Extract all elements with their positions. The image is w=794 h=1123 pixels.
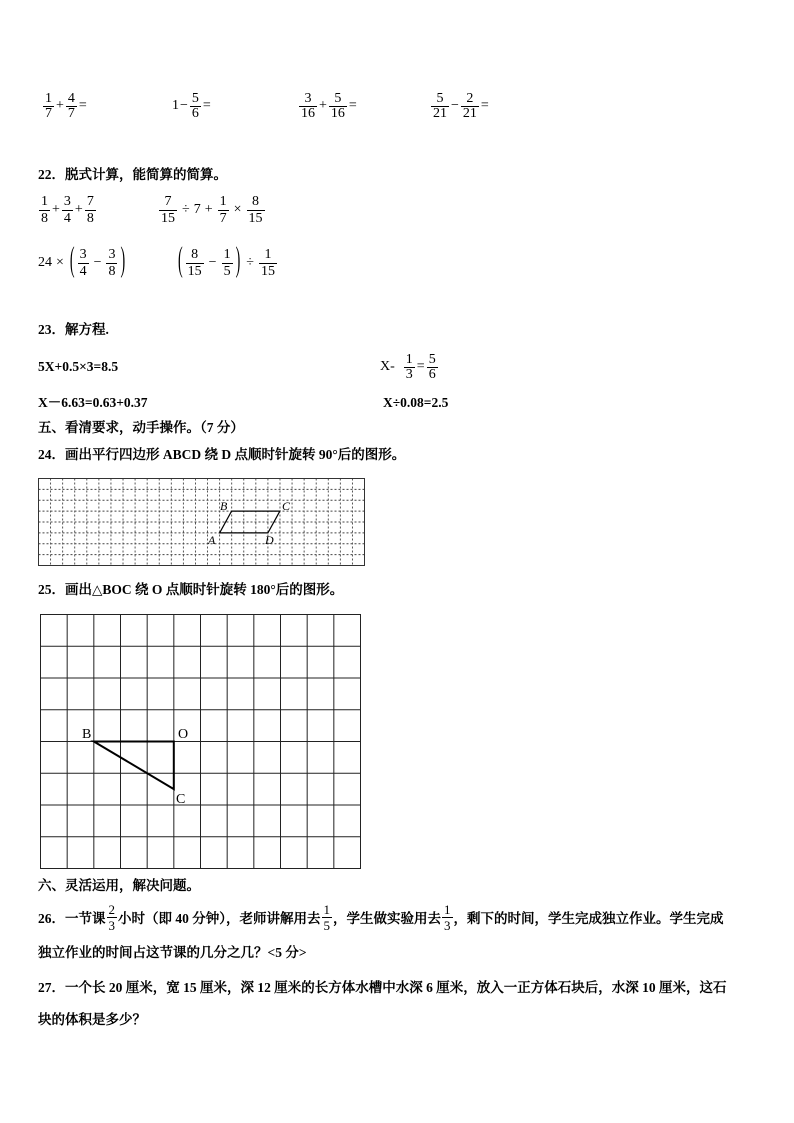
denominator: 15	[187, 263, 202, 279]
numerator: 5	[334, 90, 342, 106]
q21-expression-3	[298, 90, 358, 122]
equals-sign: =	[202, 98, 211, 113]
denominator: 15	[248, 210, 263, 226]
numerator: 1	[223, 246, 231, 262]
operator: −	[93, 255, 102, 270]
denominator: 3	[444, 917, 451, 933]
vertex-label-c: C	[176, 792, 186, 807]
section-6-heading: 六、灵活运用，解决问题。	[38, 878, 200, 893]
numerator: 7	[86, 193, 94, 209]
q23-equation-2	[380, 350, 439, 384]
denominator: 15	[260, 263, 275, 279]
q26-text-part-3: ，学生做实验用去	[333, 911, 441, 926]
denominator: 8	[108, 263, 116, 279]
operator: −	[180, 98, 188, 113]
q26-text-part-2: 小时（即 40 分钟），老师讲解用去	[118, 911, 321, 926]
denominator: 15	[161, 210, 175, 226]
q27-line-2: 块的体积是多少？	[38, 1012, 146, 1027]
q27-line-1: 27．一个长 20 厘米，宽 15 厘米，深 12 厘米的长方体水槽中水深 6 厘米，放入一正方体石块后，水深 10 厘米，这石	[38, 980, 727, 995]
integer: 7	[193, 202, 201, 217]
fraction	[247, 194, 265, 227]
numerator: 8	[191, 246, 199, 262]
operator: +	[52, 202, 60, 217]
operator: ×	[233, 202, 242, 217]
q21-expression-4	[430, 90, 490, 122]
fraction	[218, 194, 229, 227]
fraction	[159, 194, 177, 227]
q22-title: 22．脱式计算，能简算的简算。	[38, 167, 227, 182]
q23-title: 23．解方程.	[38, 322, 109, 337]
denominator: 7	[219, 210, 227, 226]
numerator: 8	[252, 193, 259, 209]
equals-sign: =	[348, 98, 357, 113]
denominator: 21	[462, 105, 477, 121]
numerator: 4	[67, 90, 75, 106]
q26-text-part-4: ，剩下的时间，学生完成独立作业。学生完成	[453, 911, 724, 926]
equation-lead: X-	[380, 359, 395, 374]
fraction	[106, 247, 117, 280]
denominator: 8	[86, 210, 94, 226]
operator: +	[204, 202, 213, 217]
denominator: 7	[67, 105, 75, 121]
numerator: 1	[264, 246, 272, 262]
numerator: 1	[323, 901, 330, 917]
operator: ×	[56, 255, 64, 270]
denominator: 16	[301, 105, 315, 121]
numerator: 2	[466, 90, 474, 106]
numerator: 1	[405, 351, 413, 367]
right-parenthesis: )	[235, 243, 241, 281]
denominator: 3	[405, 366, 413, 382]
denominator: 16	[330, 105, 345, 121]
q23-equation-3: X－6.63=0.63+0.37	[38, 395, 148, 410]
left-parenthesis: (	[69, 243, 75, 281]
fraction	[427, 353, 438, 382]
denominator: 7	[45, 105, 52, 121]
q23-equation-4: X÷0.08=2.5	[383, 395, 449, 410]
fraction	[62, 194, 73, 227]
fraction	[85, 194, 96, 227]
denominator: 21	[433, 105, 447, 121]
fraction	[39, 194, 50, 227]
denominator: 4	[63, 210, 71, 226]
fraction	[329, 92, 347, 121]
fraction	[222, 247, 233, 280]
q21-expression-1	[42, 90, 88, 122]
numerator: 1	[41, 193, 48, 209]
q24-dotted-grid	[38, 478, 365, 566]
numerator: 3	[79, 246, 87, 262]
operator: ÷	[182, 202, 190, 217]
q22-expression-1	[38, 192, 97, 228]
q24-text: 24．画出平行四边形 ABCD 绕 D 点顺时针旋转 90°后的图形。	[38, 447, 406, 462]
vertex-label-b: B	[220, 499, 228, 513]
operator: ÷	[246, 255, 254, 270]
equals-sign: =	[416, 359, 425, 374]
integer: 1	[172, 98, 179, 113]
equals-sign: =	[78, 98, 87, 113]
operator: +	[74, 202, 83, 217]
q23-equation-1: 5X+0.5×3=8.5	[38, 359, 119, 374]
q25-square-grid	[40, 614, 361, 869]
numerator: 2	[108, 901, 115, 917]
right-parenthesis: )	[120, 243, 126, 281]
operator: +	[319, 98, 327, 113]
q22-expression-3	[38, 243, 127, 283]
fraction	[299, 92, 317, 121]
q21-expression-2	[172, 90, 212, 122]
triangle-boc	[94, 742, 174, 790]
numerator: 3	[304, 90, 312, 106]
fraction	[107, 902, 118, 933]
vertex-label-a: A	[208, 533, 216, 547]
fraction	[431, 92, 449, 121]
q26-text-part-1: 26．一节课	[38, 911, 106, 926]
denominator: 4	[79, 263, 87, 279]
numerator: 5	[436, 90, 444, 106]
denominator: 3	[108, 917, 115, 933]
fraction	[322, 902, 333, 933]
vertex-label-c: C	[282, 499, 291, 513]
numerator: 7	[164, 193, 172, 209]
equals-sign: =	[480, 98, 489, 113]
operator: −	[451, 98, 459, 113]
q26-line-1	[38, 900, 724, 934]
grid-lines	[39, 479, 365, 566]
numerator: 1	[45, 90, 52, 106]
denominator: 6	[191, 105, 199, 121]
numerator: 5	[191, 90, 199, 106]
denominator: 6	[428, 366, 436, 382]
numerator: 5	[428, 351, 436, 367]
q26-line-2: 独立作业的时间占这节课的几分之几？<5 分>	[38, 945, 307, 960]
operator: −	[208, 255, 217, 270]
fraction	[186, 247, 204, 280]
fraction	[78, 247, 89, 280]
fraction	[404, 353, 415, 382]
left-parenthesis: (	[178, 243, 183, 281]
operator: +	[56, 98, 64, 113]
numerator: 1	[444, 901, 451, 917]
integer: 24	[38, 255, 52, 270]
fraction	[442, 902, 453, 933]
section-5-heading: 五、看清要求，动手操作。（7 分）	[38, 420, 244, 435]
vertex-label-d: D	[265, 533, 274, 547]
q22-expression-2	[158, 192, 266, 228]
fraction	[43, 92, 54, 121]
vertex-label-o: O	[178, 727, 189, 742]
q25-text: 25．画出△BOC 绕 O 点顺时针旋转 180°后的图形。	[38, 582, 344, 597]
q22-expression-4	[176, 243, 278, 283]
numerator: 3	[108, 246, 116, 262]
denominator: 8	[41, 210, 48, 226]
numerator: 1	[219, 193, 227, 209]
numerator: 3	[63, 193, 71, 209]
fraction	[461, 92, 479, 121]
fraction	[190, 92, 201, 121]
denominator: 5	[223, 263, 231, 279]
denominator: 5	[323, 917, 330, 933]
fraction	[259, 247, 277, 280]
fraction	[66, 92, 77, 121]
vertex-label-b: B	[82, 727, 92, 742]
